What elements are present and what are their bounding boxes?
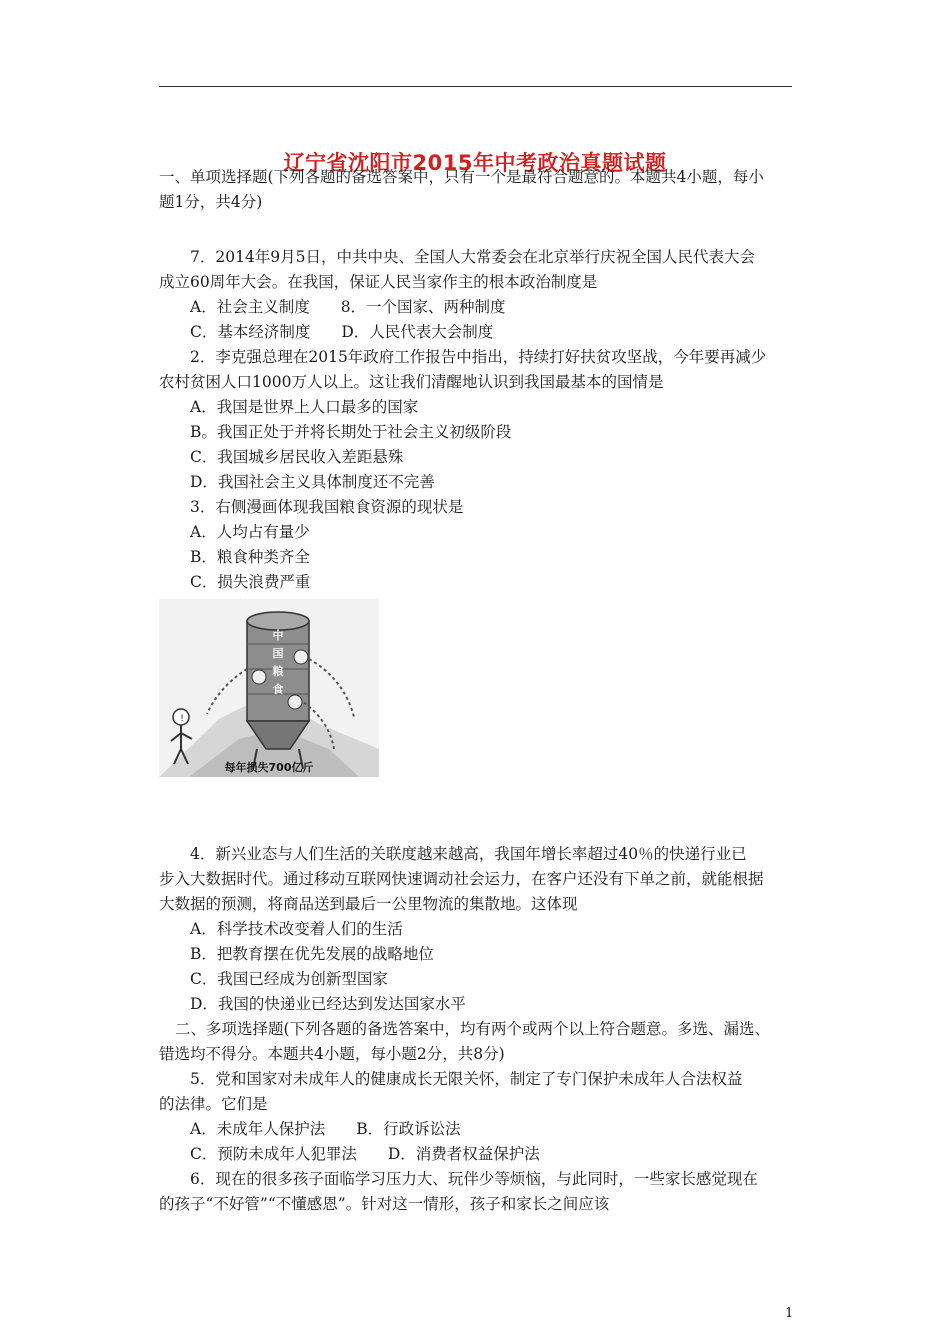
option-line: A．科学技术改变着人们的生活 bbox=[190, 920, 403, 938]
text-line: 的孩子“不好管”“不懂感恩”。针对这一情形，孩子和家长之间应该 bbox=[159, 1195, 610, 1213]
svg-text:!: ! bbox=[180, 714, 184, 724]
cartoon-caption: 每年损失700亿斤 bbox=[224, 761, 314, 774]
tank-label-char: 食 bbox=[272, 683, 284, 696]
option-line: A．未成年人保护法 B．行政诉讼法 bbox=[190, 1120, 461, 1138]
option-line: C．我国城乡居民收入差距悬殊 bbox=[190, 448, 404, 466]
option-line: D．我国社会主义具体制度还不完善 bbox=[190, 473, 435, 491]
option-line: A．人均占有量少 bbox=[190, 523, 310, 541]
text-line: 步入大数据时代。通过移动互联网快速调动社会运力，在客户还没有下单之前，就能根据 bbox=[159, 870, 764, 888]
text-line: 4．新兴业态与人们生活的关联度越来越高，我国年增长率超过40％的快递行业已 bbox=[190, 845, 747, 863]
tank-label-char: 中 bbox=[272, 629, 284, 642]
option-line: C．基本经济制度 D．人民代表大会制度 bbox=[190, 323, 494, 341]
section-heading: 二、多项选择题(下列各题的备选答案中，均有两个或两个以上符合题意。多选、漏选、 bbox=[175, 1020, 771, 1038]
option-line: B。我国正处于并将长期处于社会主义初级阶段 bbox=[190, 423, 512, 441]
text-line: 大数据的预测，将商品送到最后一公里物流的集散地。这体现 bbox=[159, 895, 578, 913]
header-rule bbox=[159, 86, 792, 87]
option-line: A．社会主义制度 8．一个国家、两种制度 bbox=[190, 298, 506, 316]
option-line: A．我国是世界上人口最多的国家 bbox=[190, 398, 419, 416]
option-line: C．预防未成年人犯罪法 D．消费者权益保护法 bbox=[190, 1145, 540, 1163]
text-line: 农村贫困人口1000万人以上。这让我们清醒地认识到我国最基本的国情是 bbox=[159, 373, 664, 391]
document-title: 辽宁省沈阳市2015年中考政治真题试题 bbox=[283, 151, 667, 175]
text-line: 的法律。它们是 bbox=[159, 1095, 268, 1113]
page-number: 1 bbox=[785, 1306, 794, 1321]
option-line: C．我国已经成为创新型国家 bbox=[190, 970, 388, 988]
option-line: D．我国的快递业已经达到发达国家水平 bbox=[190, 995, 466, 1013]
text-line: 一、单项选择题(下列各题的备选答案中，只有一个是最符合题意的。本题共4小题，每小 bbox=[159, 168, 764, 186]
text-line: 3．右侧漫画体现我国粮食资源的现状是 bbox=[190, 498, 464, 516]
option-line: B．把教育摆在优先发展的战略地位 bbox=[190, 945, 434, 963]
text-line: 错选均不得分。本题共4小题，每小题2分，共8分) bbox=[159, 1045, 505, 1063]
text-line: 成立60周年大会。在我国，保证人民当家作主的根本政治制度是 bbox=[159, 273, 598, 291]
text-line: 6．现在的很多孩子面临学习压力大、玩伴少等烦恼，与此同时，一些家长感觉现在 bbox=[190, 1170, 758, 1188]
text-line: 题1分，共4分) bbox=[159, 193, 263, 211]
grain-tank-cartoon bbox=[159, 599, 379, 777]
text-line: 5．党和国家对未成年人的健康成长无限关怀，制定了专门保护未成年人合法权益 bbox=[190, 1070, 743, 1088]
option-line: C．损失浪费严重 bbox=[190, 573, 311, 591]
option-line: B．粮食种类齐全 bbox=[190, 548, 310, 566]
tank-label-char: 粮 bbox=[272, 665, 284, 678]
text-line: 2．李克强总理在2015年政府工作报告中指出，持续打好扶贫攻坚战，今年要再减少 bbox=[190, 348, 767, 366]
tank-label-char: 国 bbox=[272, 647, 284, 660]
text-line: 7．2014年9月5日，中共中央、全国人大常委会在北京举行庆祝全国人民代表大会 bbox=[190, 248, 756, 266]
